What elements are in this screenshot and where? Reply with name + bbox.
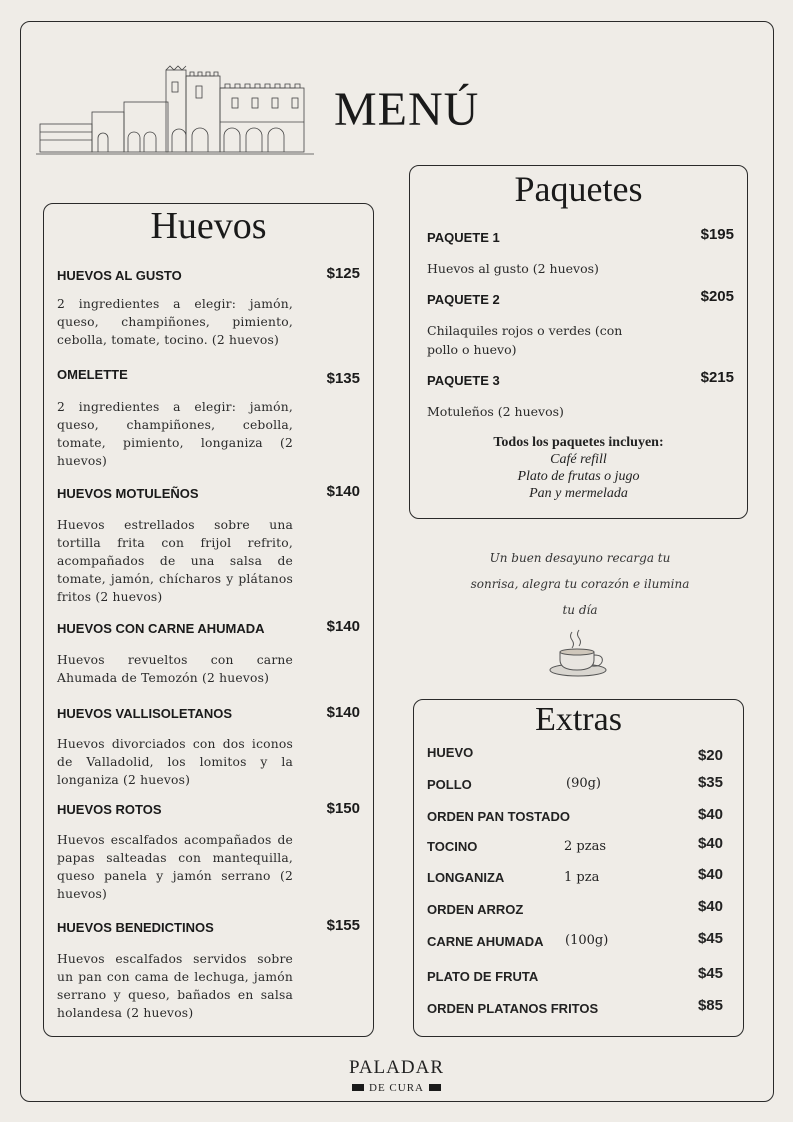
extra-name: PLATO DE FRUTA	[427, 969, 539, 984]
brand-bar-left	[352, 1084, 364, 1091]
package-includes-item: Plato de frutas o jugo	[517, 469, 640, 484]
extra-name: LONGANIZA	[427, 870, 505, 885]
menu-item-desc: Huevos revueltos con carne Ahumada de Temozón (2 huevos)	[57, 653, 293, 685]
extra-price: $40	[697, 835, 723, 852]
extra-price: $35	[697, 774, 723, 791]
extra-name: ORDEN PAN TOSTADO	[427, 809, 571, 824]
brand-subtitle: DE CURA	[369, 1081, 424, 1094]
package-desc: Huevos al gusto (2 huevos)	[427, 261, 599, 276]
extra-price: $20	[697, 747, 723, 764]
menu-title: MENÚ	[334, 83, 480, 136]
menu-item-name: HUEVOS CON CARNE AHUMADA	[57, 621, 265, 636]
menu-item-price: $125	[326, 265, 360, 282]
menu-item-price: $140	[326, 704, 360, 721]
extra-price: $40	[697, 866, 723, 883]
extra-price: $45	[697, 930, 723, 947]
extra-price: $40	[697, 806, 723, 823]
menu-item-price: $135	[326, 370, 360, 387]
convent-illustration	[36, 62, 314, 158]
extra-row	[427, 965, 733, 985]
menu-item-name: HUEVOS ROTOS	[57, 802, 162, 817]
extra-name: ORDEN ARROZ	[427, 902, 524, 917]
extra-price: $45	[697, 965, 723, 982]
extra-name: TOCINO	[427, 839, 478, 854]
package-price: $205	[700, 288, 734, 305]
huevos-section	[43, 203, 374, 1037]
menu-item-name: HUEVOS VALLISOLETANOS	[57, 706, 233, 721]
extra-row	[427, 774, 733, 794]
extra-name: HUEVO	[427, 745, 474, 760]
extra-name: ORDEN PLATANOS FRITOS	[427, 1001, 599, 1016]
extra-name: POLLO	[427, 777, 472, 792]
extra-name: CARNE AHUMADA	[427, 934, 544, 949]
menu-item-name: HUEVOS AL GUSTO	[57, 268, 182, 283]
menu-item-desc: 2 ingredientes a elegir: jamón, queso, champiñones, pimiento, cebolla, tomate, tocino. (2 huevos)	[57, 297, 293, 347]
extra-row	[427, 806, 733, 826]
package-name: PAQUETE 1	[427, 230, 500, 245]
menu-item-name: HUEVOS MOTULEÑOS	[57, 486, 199, 501]
menu-item-name: OMELETTE	[57, 367, 128, 382]
extra-row	[427, 930, 733, 950]
extra-qty: 1 pza	[564, 870, 600, 885]
menu-item-desc: Huevos escalfados servidos sobre un pan con cama de lechuga, jamón serrano y queso, bañados en salsa holandesa (2 huevos)	[57, 952, 293, 1020]
extra-price: $40	[697, 898, 723, 915]
brand-logo	[0, 1058, 793, 1096]
package-price: $215	[700, 369, 734, 386]
menu-item-desc: Huevos escalfados acompañados de papas salteadas con mantequilla, queso panela y jamón serrano (2 huevos)	[57, 833, 293, 901]
menu-item-price: $155	[326, 917, 360, 934]
paquetes-title: Paquetes	[514, 169, 643, 209]
menu-item-price: $140	[326, 618, 360, 635]
package-includes	[410, 434, 747, 502]
brand-bar-right	[429, 1084, 441, 1091]
package-price: $195	[700, 226, 734, 243]
extra-price: $85	[697, 997, 723, 1014]
menu-item-price: $140	[326, 483, 360, 500]
menu-item-desc: 2 ingredientes a elegir: jamón, queso, champiñones, cebolla, tomate, pimiento, longaniza (2 huevos)	[57, 400, 293, 468]
extra-qty: (100g)	[565, 933, 609, 948]
menu-item-desc: Huevos estrellados sobre una tortilla frita con frijol refrito, acompañados de una salsa de tomate, jamón, chícharos y plátanos fritos (2 huevos)	[57, 518, 293, 604]
package-name: PAQUETE 3	[427, 373, 500, 388]
menu-item-name: HUEVOS BENEDICTINOS	[57, 920, 214, 935]
package-name: PAQUETE 2	[427, 292, 500, 307]
extras-title: Extras	[535, 701, 622, 738]
extra-row	[427, 898, 733, 918]
extra-qty: (90g)	[566, 776, 602, 791]
breakfast-quote: Un buen desayuno recarga tu sonrisa, alegra tu corazón e ilumina tu día	[470, 551, 690, 617]
extras-section	[413, 699, 744, 1037]
paquetes-section	[409, 165, 748, 519]
brand-subtitle-row	[352, 1081, 441, 1095]
menu-item-price: $150	[326, 800, 360, 817]
extra-row	[427, 835, 733, 855]
package-desc: Motuleños (2 huevos)	[427, 404, 564, 419]
package-includes-item: Café refill	[550, 452, 607, 467]
package-includes-lead: Todos los paquetes incluyen:	[493, 435, 664, 450]
extra-row	[427, 866, 733, 886]
extra-row	[427, 742, 733, 762]
package-includes-item: Pan y mermelada	[529, 486, 628, 501]
extra-row	[427, 997, 733, 1017]
menu-item-desc: Huevos divorciados con dos iconos de Valladolid, los lomitos y la longaniza (2 huevos)	[57, 737, 293, 787]
package-desc: Chilaquiles rojos o verdes (con pollo o huevo)	[427, 323, 623, 357]
extra-qty: 2 pzas	[564, 839, 606, 854]
huevos-title: Huevos	[150, 205, 267, 247]
coffee-cup-icon	[548, 628, 610, 678]
brand-name: PALADAR	[349, 1057, 444, 1078]
